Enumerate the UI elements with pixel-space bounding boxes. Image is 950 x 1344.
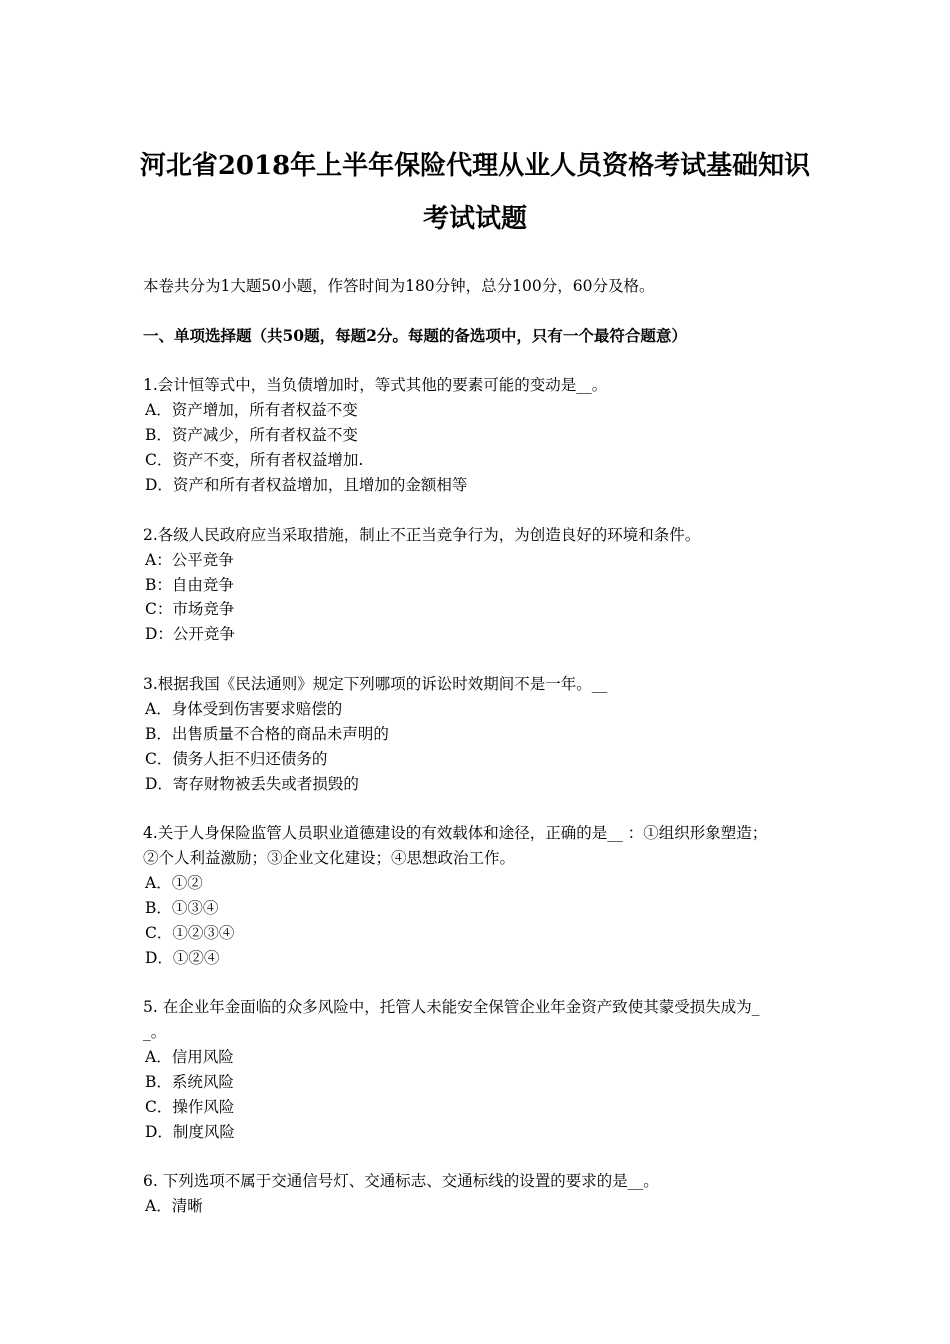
question-3-option-b: B．出售质量不合格的商品未声明的 <box>145 725 389 743</box>
question-3-option-d: D．寄存财物被丢失或者损毁的 <box>145 775 359 793</box>
question-3-text: 3.根据我国《民法通则》规定下列哪项的诉讼时效期间不是一年。__ <box>143 675 608 693</box>
question-4-option-a: A．①② <box>145 874 203 892</box>
question-4-text-line-1: 4.关于人身保险监管人员职业道德建设的有效载体和途径，正确的是__ ：①组织形象塑造； <box>143 824 768 842</box>
question-5-option-a: A．信用风险 <box>145 1048 234 1066</box>
question-1-option-b: B．资产减少，所有者权益不变 <box>145 426 358 444</box>
question-4-text-line-2: ②个人利益激励；③企业文化建设；④思想政治工作。 <box>143 849 516 867</box>
document-title-line-1: 河北省2018年上半年保险代理从业人员资格考试基础知识 <box>139 151 811 181</box>
question-4-option-b: B．①③④ <box>145 899 219 917</box>
question-4-option-c: C．①②③④ <box>145 924 235 942</box>
question-1-option-c: C．资产不变，所有者权益增加. <box>145 451 364 469</box>
question-6-option-a: A．清晰 <box>145 1197 203 1215</box>
question-3-option-a: A．身体受到伤害要求赔偿的 <box>145 700 343 718</box>
question-2-option-d: D：公开竞争 <box>145 625 235 643</box>
question-5-text-line-1: 5. 在企业年金面临的众多风险中，托管人未能安全保管企业年金资产致使其蒙受损失成为_ <box>143 998 760 1016</box>
question-2-option-b: B：自由竞争 <box>145 576 234 594</box>
question-2-text: 2.各级人民政府应当采取措施，制止不正当竞争行为，为创造良好的环境和条件。 <box>143 526 701 544</box>
document-title-line-2: 考试试题 <box>422 204 527 234</box>
question-1-option-a: A．资产增加，所有者权益不变 <box>145 401 358 419</box>
exam-intro: 本卷共分为1大题50小题，作答时间为180分钟，总分100分，60分及格。 <box>143 277 655 295</box>
section-heading: 一、单项选择题（共50题，每题2分。每题的备选项中，只有一个最符合题意） <box>143 326 687 345</box>
question-1-text: 1.会计恒等式中，当负债增加时，等式其他的要素可能的变动是__。 <box>143 376 608 394</box>
question-5-text-line-2: _。 <box>143 1023 167 1041</box>
question-2-option-a: A：公平竞争 <box>145 551 234 569</box>
question-5-option-c: C．操作风险 <box>145 1098 235 1116</box>
question-4-option-d: D．①②④ <box>145 949 220 967</box>
question-1-option-d: D．资产和所有者权益增加，且增加的金额相等 <box>145 476 468 494</box>
question-5-option-d: D．制度风险 <box>145 1123 235 1141</box>
question-5-option-b: B．系统风险 <box>145 1073 234 1091</box>
question-2-option-c: C：市场竞争 <box>145 600 235 618</box>
question-3-option-c: C．债务人拒不归还债务的 <box>145 750 328 768</box>
question-6-text: 6. 下列选项不属于交通信号灯、交通标志、交通标线的设置的要求的是__。 <box>143 1172 659 1190</box>
